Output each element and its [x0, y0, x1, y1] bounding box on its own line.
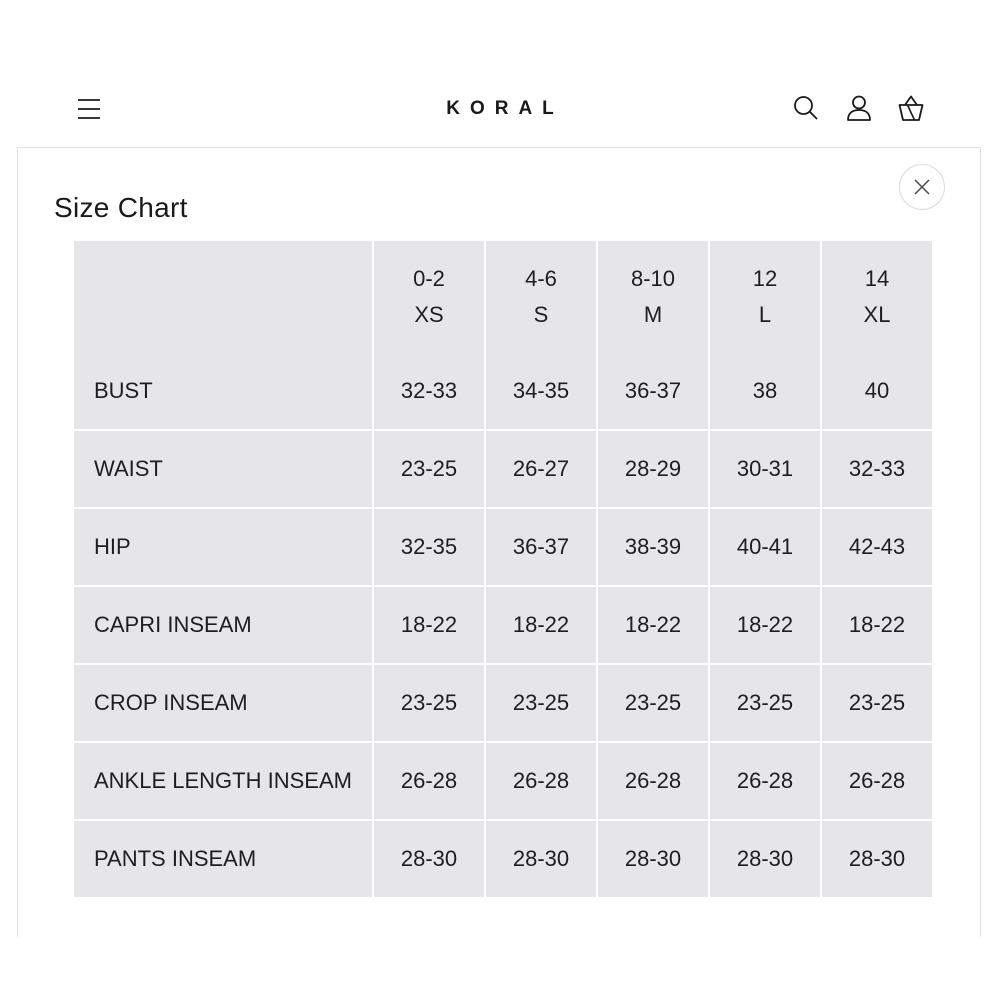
- cart-icon[interactable]: [896, 93, 926, 123]
- column-range: 12: [752, 266, 778, 291]
- table-cell: 32-33: [374, 353, 486, 431]
- column-header: [710, 241, 822, 353]
- table-cell: 18-22: [710, 587, 822, 665]
- modal-title: Size Chart: [54, 192, 188, 223]
- table-cell: 26-28: [710, 743, 822, 821]
- table-cell: 23-25: [374, 431, 486, 509]
- table-cell: 28-30: [710, 821, 822, 897]
- table-row: [74, 431, 932, 509]
- table-row: [74, 743, 932, 821]
- column-header: [486, 241, 598, 353]
- column-range: 14: [864, 266, 890, 291]
- row-label: CAPRI INSEAM: [74, 587, 374, 665]
- account-icon[interactable]: [844, 93, 874, 123]
- table-cell: 26-28: [374, 743, 486, 821]
- close-button[interactable]: [899, 164, 945, 210]
- table-cell: 18-22: [374, 587, 486, 665]
- table-cell: 28-30: [374, 821, 486, 897]
- table-cell: 32-35: [374, 509, 486, 587]
- table-cell: 30-31: [710, 431, 822, 509]
- site-header: [0, 0, 1000, 148]
- table-cell: 28-29: [598, 431, 710, 509]
- table-cell: 28-30: [598, 821, 710, 897]
- table-row: [74, 353, 932, 431]
- table-cell: 26-28: [486, 743, 598, 821]
- row-label: HIP: [74, 509, 374, 587]
- search-icon[interactable]: [791, 93, 821, 123]
- table-cell: 38-39: [598, 509, 710, 587]
- size-chart-modal: [17, 147, 981, 937]
- table-header-empty: [74, 241, 374, 353]
- table-cell: 36-37: [598, 353, 710, 431]
- table-cell: 23-25: [598, 665, 710, 743]
- row-label: CROP INSEAM: [74, 665, 374, 743]
- table-cell: 18-22: [486, 587, 598, 665]
- size-table: [74, 241, 932, 897]
- close-icon: [913, 178, 931, 196]
- table-cell: 23-25: [822, 665, 932, 743]
- table-cell: 42-43: [822, 509, 932, 587]
- table-cell: 34-35: [486, 353, 598, 431]
- brand-logo[interactable]: KORAL: [446, 98, 564, 119]
- table-row: [74, 587, 932, 665]
- column-range: 0-2: [413, 266, 445, 291]
- column-size: L: [758, 302, 772, 327]
- hamburger-menu-icon[interactable]: [74, 92, 104, 126]
- table-cell: 38: [710, 353, 822, 431]
- table-cell: 36-37: [486, 509, 598, 587]
- table-header-row: [74, 241, 932, 353]
- table-cell: 26-28: [598, 743, 710, 821]
- column-size: S: [533, 302, 549, 327]
- table-row: [74, 665, 932, 743]
- column-header: [822, 241, 932, 353]
- column-size: XS: [414, 302, 444, 327]
- table-cell: 23-25: [486, 665, 598, 743]
- table-cell: 26-28: [822, 743, 932, 821]
- column-size: XL: [863, 302, 891, 327]
- table-cell: 40-41: [710, 509, 822, 587]
- row-label: PANTS INSEAM: [74, 821, 374, 897]
- table-cell: 26-27: [486, 431, 598, 509]
- table-row: [74, 821, 932, 897]
- table-cell: 18-22: [598, 587, 710, 665]
- row-label: BUST: [74, 353, 374, 431]
- column-range: 4-6: [525, 266, 557, 291]
- table-cell: 18-22: [822, 587, 932, 665]
- table-cell: 28-30: [486, 821, 598, 897]
- row-label: ANKLE LENGTH INSEAM: [74, 743, 374, 821]
- column-range: 8-10: [630, 266, 676, 291]
- column-size: M: [643, 302, 663, 327]
- table-row: [74, 509, 932, 587]
- table-cell: 28-30: [822, 821, 932, 897]
- table-cell: 40: [822, 353, 932, 431]
- column-header: [374, 241, 486, 353]
- row-label: WAIST: [74, 431, 374, 509]
- table-cell: 23-25: [710, 665, 822, 743]
- table-cell: 23-25: [374, 665, 486, 743]
- column-header: [598, 241, 710, 353]
- table-cell: 32-33: [822, 431, 932, 509]
